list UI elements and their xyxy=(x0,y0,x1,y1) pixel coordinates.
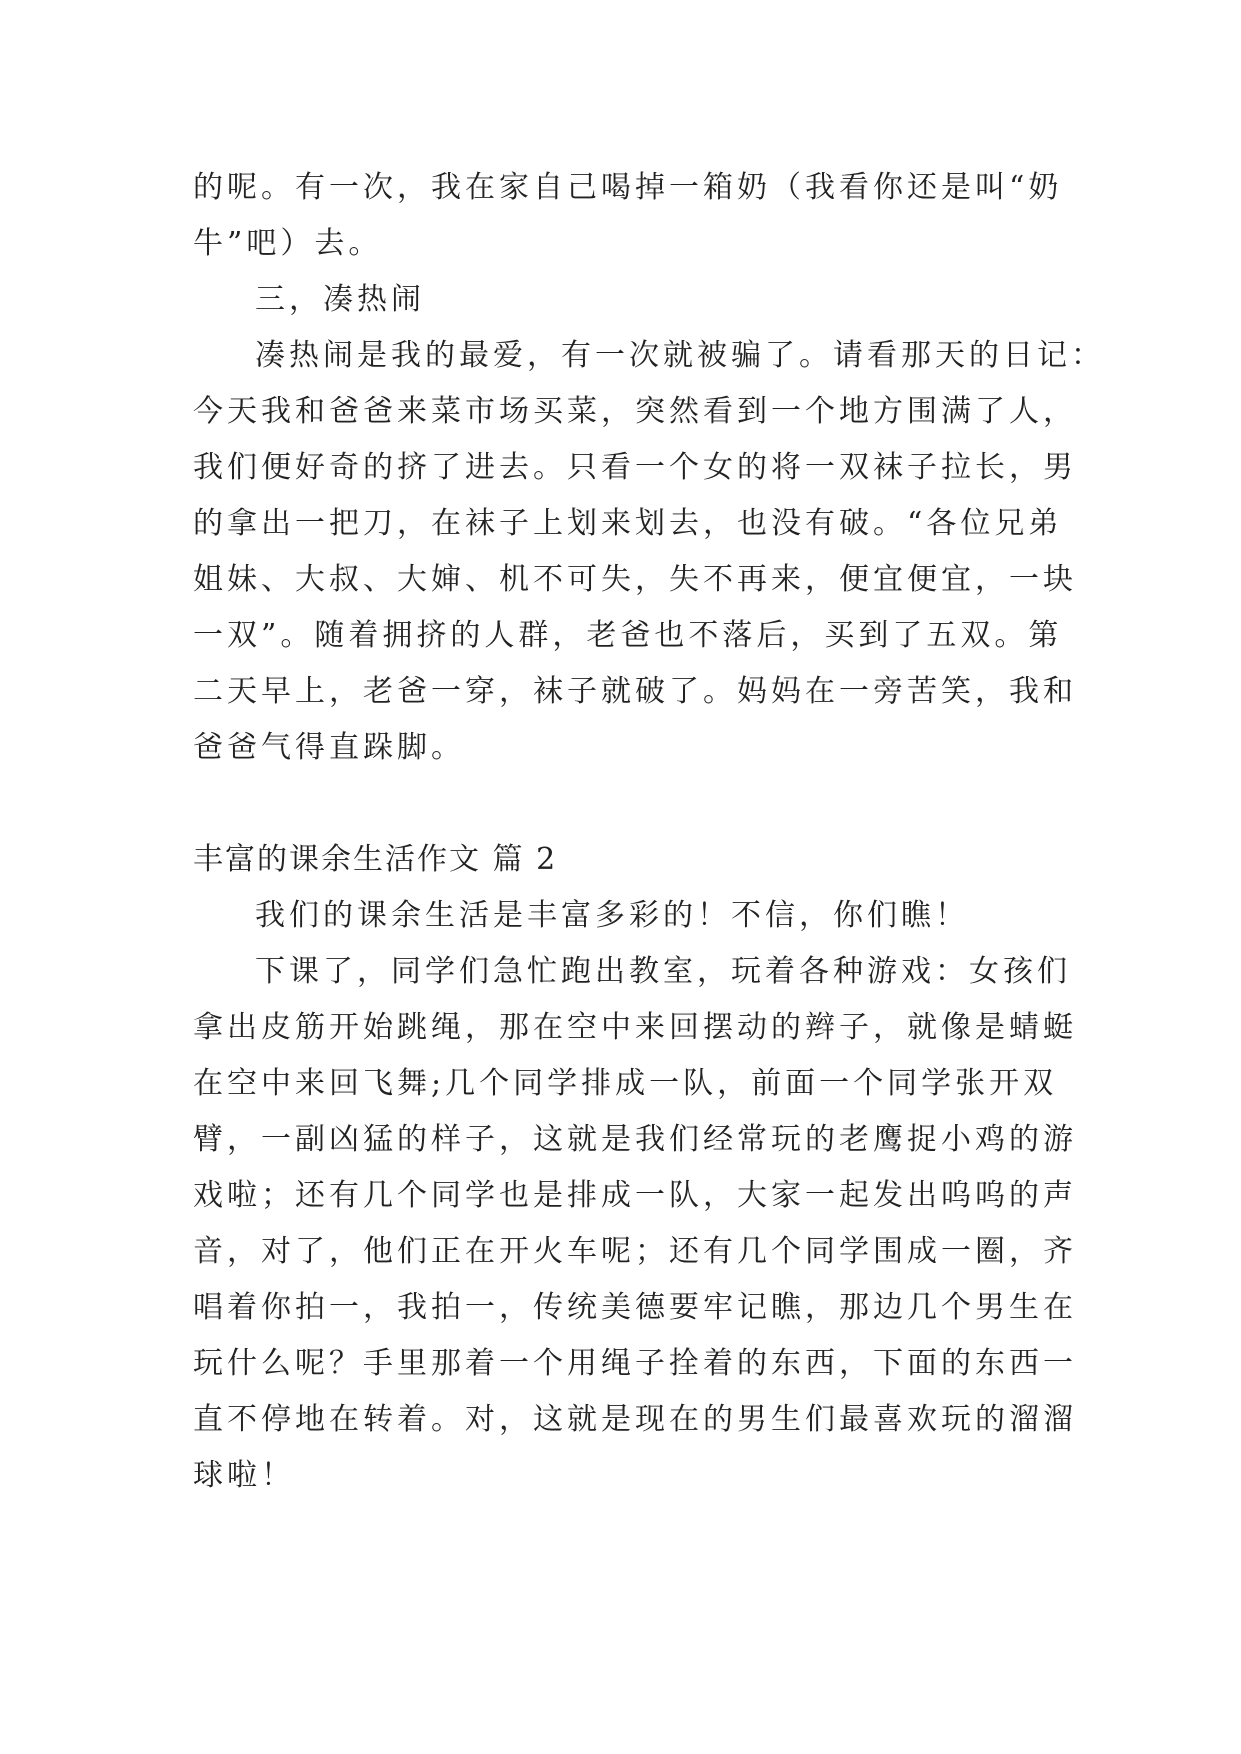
paragraph-first-line: 下课了，同学们急忙跑出教室，玩着各种游戏：女孩们 xyxy=(255,954,1071,989)
body-line: 我们便好奇的挤了进去。只看一个女的将一双袜子拉长，男 xyxy=(193,450,1077,485)
body-line: 球啦！ xyxy=(193,1458,295,1493)
body-line: 拿出皮筋开始跳绳，那在空中来回摆动的辫子，就像是蜻蜓 xyxy=(193,1010,1077,1045)
body-line: 玩什么呢？手里那着一个用绳子拴着的东西，下面的东西一 xyxy=(193,1346,1077,1381)
body-line: 臂，一副凶猛的样子，这就是我们经常玩的老鹰捉小鸡的游 xyxy=(193,1122,1077,1157)
paragraph-first-line: 我们的课余生活是丰富多彩的！不信，你们瞧！ xyxy=(255,898,969,933)
body-line: 姐妹、大叔、大婶、机不可失，失不再来，便宜便宜，一块 xyxy=(193,562,1077,597)
body-line: 一双”。随着拥挤的人群，老爸也不落后，买到了五双。第 xyxy=(193,618,1063,653)
body-line: 直不停地在转着。对，这就是现在的男生们最喜欢玩的溜溜 xyxy=(193,1402,1077,1437)
body-line: 今天我和爸爸来菜市场买菜，突然看到一个地方围满了人， xyxy=(193,394,1077,429)
paragraph-first-line: 凑热闹是我的最爱，有一次就被骗了。请看那天的日记： xyxy=(255,338,1105,373)
body-line: 二天早上，老爸一穿，袜子就破了。妈妈在一旁苦笑，我和 xyxy=(193,674,1077,709)
body-line: 的呢。有一次，我在家自己喝掉一箱奶（我看你还是叫“奶 xyxy=(193,170,1063,205)
section-spacer xyxy=(193,776,1063,832)
body-line: 爸爸气得直跺脚。 xyxy=(193,730,465,765)
section-heading: 三，凑热闹 xyxy=(255,282,425,317)
body-line: 音，对了，他们正在开火车呢；还有几个同学围成一圈，齐 xyxy=(193,1234,1077,1269)
body-line: 在空中来回飞舞;几个同学排成一队，前面一个同学张开双 xyxy=(193,1066,1058,1101)
body-line: 的拿出一把刀，在袜子上划来划去，也没有破。“各位兄弟 xyxy=(193,506,1063,541)
body-line: 唱着你拍一，我拍一，传统美德要牢记瞧，那边几个男生在 xyxy=(193,1290,1077,1325)
essay-title: 丰富的课余生活作文 篇 2 xyxy=(193,842,558,877)
document-content xyxy=(193,160,1105,1504)
body-line: 牛”吧）去。 xyxy=(193,226,383,261)
body-line: 戏啦；还有几个同学也是排成一队，大家一起发出呜呜的声 xyxy=(193,1178,1077,1213)
